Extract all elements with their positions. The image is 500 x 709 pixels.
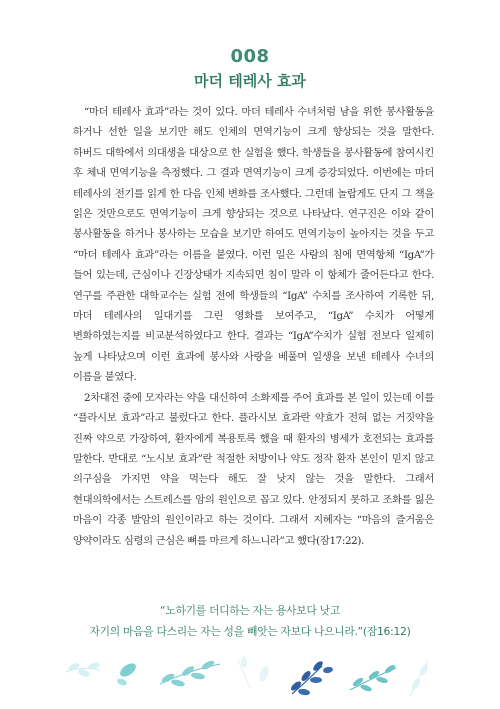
leaf-sprig-icon: [66, 661, 101, 678]
quote-line: “노하기를 더디하는 자는 용사보다 낫고: [160, 604, 340, 617]
leaf-sprig-icon: [116, 661, 138, 687]
leaf-branch-icon: [160, 659, 220, 688]
leaf-cluster-icon: [289, 660, 333, 696]
leaf-decoration: [60, 640, 440, 709]
body-text: [73, 102, 434, 551]
leaf-branch-icon: [350, 663, 396, 692]
body-paragraph: 2차대전 중에 모자라는 약을 대신하여 소화제를 주어 효과를 본 일이 있는데 이를 “플라시보 효과”라고 불렀다고 한다. 플라시보 효과란 약효가 전혀 없는 거짓약을 진짜 약으로 가장하여, 환자에게 복용토록 했을 때 환자의 병세가 호전되는 효과를 말한다. 반대로 “노시보 효과”란 적절한 처방이나 약도 정작 환자 본인이 믿지 않고 의구심을 가지면 약을 먹는다 해도 잘 낫지 않는 것을 말한다. 그래서 현대의학에서는 스트레스를 암의 원인으로 꼽고 있다. 안정되지 못하고 조화를 잃은 마음이 각종 발암의 원인이라고 하는 것이다. 그래서 지혜자는 “마음의 즐거움은 양약이라도 심령의 근심은 뼈를 마르게 하느니라”고 했다(잠17:22).: [73, 391, 434, 547]
chapter-number: 008: [230, 46, 270, 67]
leaf-sprig-icon: [238, 656, 270, 688]
leaf-sprig-icon: [410, 660, 430, 696]
quote-line: 자기의 마음을 다스리는 자는 성을 빼앗는 자보다 나으니라.”(잠16:12): [89, 625, 411, 638]
chapter-title: 마더 테레사 효과: [194, 72, 306, 90]
body-paragraph: “마더 테레사 효과”라는 것이 있다. 마더 테레사 수녀처럼 남을 위한 봉사활동을 하거나 선한 일을 보기만 해도 인체의 면역기능이 크게 향상되는 것을 말한다. 하버드 대학에서 의대생을 대상으로 한 실험을 했다. 학생들을 봉사활동에 참여시킨 후 체내 면역기능을 측정했다. 그 결과 면역기능이 크게 증강되었다. 이번에는 마더 테레사의 전기를 읽게 한 다음 인체 변화를 조사했다. 그런데 놀랍게도 단지 그 책을 읽은 것만으로도 면역기능이 크게 향상되는 것으로 나타났다. 연구진은 이와 같이 봉사활동을 하거나 봉사하는 모습을 보기만 하여도 면역기능이 높아지는 것을 두고 “마더 테레사 효과”라는 이름을 붙였다. 이런 일은 사람의 침에 면역항체 “IgA”가 들어 있는데, 근심이나 긴장상태가 지속되면 침이 말라 이 항체가 줄어든다고 한다. 연구를 주관한 대학교수는 실험 전에 학생들의 “IgA” 수치를 조사하여 기록한 뒤, 마더 테레사의 일대기를 그린 영화를 보여주고, “IgA” 수치가 어떻게 변화하였는지를 비교분석하였다고 한다. 결과는 “IgA”수치가 실험 전보다 일제히 높게 나타났으며 이런 효과에 봉사와 사랑을 베풀며 일생을 보낸 테레사 수녀의 이름을 붙였다.: [73, 106, 434, 384]
scripture-quote: [60, 600, 440, 642]
